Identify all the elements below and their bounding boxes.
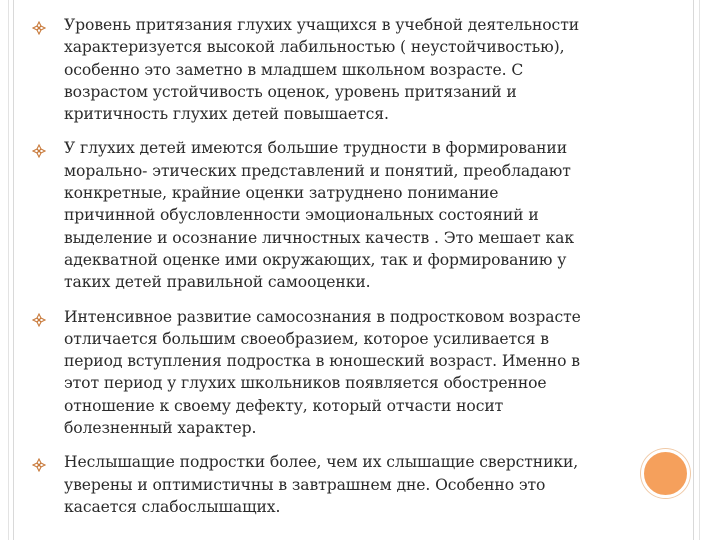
diamond-flower-icon bbox=[32, 313, 46, 327]
diamond-flower-icon bbox=[32, 458, 46, 472]
bullet-text-line: отношение к своему дефекту, который отчасти носит bbox=[64, 396, 504, 415]
bullet-item bbox=[26, 137, 616, 293]
bullet-text-line: выделение и осознание личностных качеств . Это мешает как bbox=[64, 228, 575, 247]
bullet-text-line: адекватной оценке ими окружающих, так и формированию у bbox=[64, 250, 567, 269]
bullet-text-line: причинной обусловленности эмоциональных состояний и bbox=[64, 206, 539, 225]
bullet-text bbox=[64, 451, 616, 518]
bullet-text-line: морально- этических представлений и понятий, преобладают bbox=[64, 161, 571, 180]
bullet-text-line: возрастом устойчивость оценок, уровень притязаний и bbox=[64, 82, 517, 101]
bullet-text bbox=[64, 14, 616, 125]
bullet-text-line: Интенсивное развитие самосознания в подростковом возрасте bbox=[64, 307, 581, 326]
bullet-text-line: этот период у глухих школьников появляется обостренное bbox=[64, 374, 547, 393]
right-edge-line bbox=[699, 0, 700, 540]
bullet-text-line: Неслышащие подростки более, чем их слышащие сверстники, bbox=[64, 453, 579, 472]
bullet-text-line: Уровень притязания глухих учащихся в учебной деятельности bbox=[64, 16, 580, 34]
left-edge-line bbox=[8, 0, 9, 540]
diamond-flower-icon bbox=[32, 144, 46, 158]
bullet-text-line: конкретные, крайние оценки затруднено понимание bbox=[64, 184, 499, 203]
bullet-text-line: период вступления подростка в юношеский возраст. Именно в bbox=[64, 352, 580, 371]
bullet-text-line: отличается большим своеобразием, которое усиливается в bbox=[64, 329, 549, 348]
bullet-item bbox=[26, 14, 616, 125]
bullet-text bbox=[64, 306, 616, 440]
bullet-text-line: таких детей правильной самооценки. bbox=[64, 273, 371, 292]
bullet-text-line: У глухих детей имеются большие трудности в формировании bbox=[64, 139, 568, 158]
bullet-item bbox=[26, 306, 616, 440]
bullet-text-line: особенно это заметно в младшем школьном возрасте. С bbox=[64, 60, 524, 79]
bullet-text-line: касается слабослышащих. bbox=[64, 497, 281, 516]
bullet-text-line: характеризуется высокой лабильностью ( неустойчивостью), bbox=[64, 38, 565, 57]
bullet-text-line: критичность глухих детей повышается. bbox=[64, 105, 389, 124]
bullet-text bbox=[64, 137, 616, 293]
bullet-list bbox=[26, 14, 616, 530]
bullet-item bbox=[26, 451, 616, 518]
bullet-text-line: уверены и оптимистичны в завтрашнем дне. Особенно это bbox=[64, 475, 546, 494]
decorative-orange-circle bbox=[641, 449, 690, 498]
diamond-flower-icon bbox=[32, 21, 46, 35]
bullet-text-line: болезненный характер. bbox=[64, 419, 257, 438]
